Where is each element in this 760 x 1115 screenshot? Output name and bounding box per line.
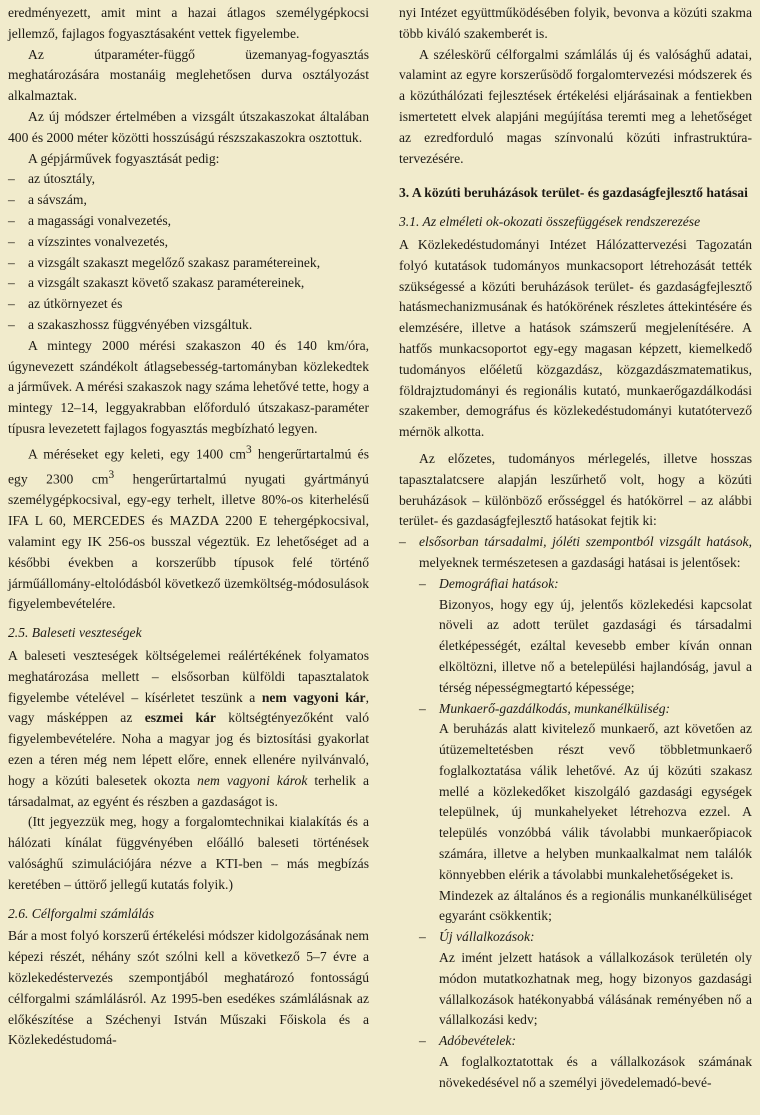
- list-item: – a vizsgált szakaszt megelőző szakasz paramétereinek,: [8, 253, 369, 274]
- list-item: – a szakaszhossz függvényében vizsgáltuk.: [8, 315, 369, 336]
- text-run: , vagy másképpen az: [8, 689, 369, 726]
- chapter-heading: 3. A közúti beruházások terület- és gazdaságfejlesztő hatásai: [399, 185, 748, 201]
- paragraph: Az előzetes, tudományos mérlegelés, illetve hosszas tapasztalatcsere alapján leszűrhető volt, hogy a közúti beruházások – különböző erősséggel és hatókörrel – az alábbi terület- és gazdaságfejlesztő hatásokat fejtik ki:: [399, 450, 752, 529]
- paragraph: [8, 440, 369, 615]
- superscript: 3: [246, 443, 252, 456]
- list-item: [399, 532, 752, 574]
- paragraph: A mintegy 2000 mérési szakaszon 40 és 140 km/óra, úgynevezett szándékolt átlagsebesség-tartományban közlekedtek a járművek. A mérési szakaszok nagy száma lehetővé tette, hogy a mintegy 12–14, leggyakrabban előforduló útszakasz-paraméter típusra levezetett fajlagos fogyasztás megbízható legyen.: [8, 337, 369, 436]
- bold-run: nem vagyoni kár: [261, 689, 366, 705]
- text-run: költségtényezőként való figyelembevételére. Noha a magyar jog és biztosítási gyakorlat ezen a téren még nem lépett előre, ennek ellenére nyilvánvaló, hogy a közúti balesetek okozta: [8, 710, 369, 788]
- paragraph: A gépjárművek fogyasztását pedig:: [28, 150, 220, 166]
- effects-list: [419, 574, 752, 1094]
- italic-run: nem vagyoni károk: [197, 772, 308, 788]
- text-run: A méréseket egy keleti, egy 1400 cm: [28, 446, 246, 462]
- effect-body: Mindezek az általános és a regionális munkanélküliséget egyaránt csökkentik;: [439, 887, 752, 924]
- list-item: – az útosztály,: [8, 169, 369, 190]
- paragraph: eredményezett, amit mint a hazai átlagos személygépkocsi jellemző, fajlagos fogyasztásaként vettek figyelembe.: [8, 5, 369, 41]
- text-run: terhelik a társadalmat, az egyént és részben a gazdaságot is.: [8, 772, 369, 809]
- list-item: – az útkörnyezet és: [8, 294, 369, 315]
- paragraph: A Közlekedéstudományi Intézet Hálózattervezési Tagozatán folyó kutatások tudományos munkacsoport létrehozását tették szükségessé a közúti beruházások terület- és gazdaságfejlesztő hatásmechanizmusának és hatókörének részletes áttekintésére és elemzésére, illetve a hatások számszerű megjelenítésére. A hatfős munkacsoportot egy-egy magasan képzett, kiemelkedő tudományos előéletű közgazdász, közgazdászmatematikus, földrajztudományi és regionális kutató, munkaerőgazdálkodási szakember, demográfus és közlekedéstudományi kutatótervező mérnök alkotta.: [399, 236, 752, 440]
- list-item: – a magassági vonalvezetés,: [8, 211, 369, 232]
- list-item: – a vízszintes vonalvezetés,: [8, 232, 369, 253]
- list-item: – a sávszám,: [8, 190, 369, 211]
- effect-body: A beruházás alatt kivitelező munkaerő, azt követően az útüzemeltetésben részt vevő többletmunkaerő foglalkoztatása válik lehetővé. Az új közúti szakasz mellé a közlekedőket kiszolgáló gazdasági egységek települnek, új munkahelyeket létrehozva ezzel. A település vonzóbbá válik távolabbi munkaerőpiacok számára, illetve a helyben munkaalkalmat nem találók könnyebben elérik a távolabbi munkalehetőségeket is.: [439, 721, 752, 882]
- right-column: [399, 3, 752, 1094]
- effect-body: Bizonyos, hogy egy új, jelentős közlekedési kapcsolat növeli az adott terület gazdasági és társadalmi életképességét, ezáltal kevesebb ember kíván onnan elköltözni, illetve nő a betelepülési hajlandóság, javul a térség népességmegtartó képessége;: [439, 596, 752, 695]
- paragraph: (Itt jegyezzük meg, hogy a forgalomtechnikai kialakítás és a hálózati kínálat függvényében előálló baleseti történések valósághű szimulációjára nézve a KTI-ben – más megbízás keretében – úttörő jellegű kutatás folyik.): [8, 814, 369, 892]
- paragraph: [8, 646, 369, 812]
- paragraph: nyi Intézet együttműködésében folyik, bevonva a közúti szakma több kiváló szakemberét is.: [399, 5, 752, 41]
- effect-title: – Adóbevételek:: [419, 1031, 752, 1052]
- superscript: 3: [108, 469, 115, 482]
- effect-body: A foglalkoztatottak és a vállalkozások számának növekedésével nő a személyi jövedelemadó-bevé-: [439, 1054, 752, 1090]
- section-heading: 2.5. Baleseti veszteségek: [8, 625, 142, 641]
- effect-title: – Demográfiai hatások:: [419, 574, 752, 595]
- paragraph: Az új módszer értelmében a vizsgált útszakaszokat általában 400 és 2000 méter közötti hosszúságú részszakaszokra osztottuk.: [8, 108, 369, 145]
- paragraph: Az útparaméter-függő üzemanyag-fogyasztás meghatározására mostanáig meglehetősen durva osztályozást alkalmaztak.: [8, 46, 369, 104]
- parameter-list: [8, 169, 369, 335]
- italic-run: elsősorban társadalmi, jóléti szempontból vizsgált hatások: [419, 534, 749, 550]
- bold-run: eszmei kár: [144, 710, 216, 726]
- left-column: [8, 3, 369, 1051]
- text-run: A baleseti veszteségek költségelemei reálértékének folyamatos meghatározása mellett – elsősorban külföldi tapasztalatok figyelembe vételével – kísérletet teszünk a: [8, 647, 369, 705]
- list-item: – a vizsgált szakaszt követő szakasz paramétereinek,: [8, 273, 369, 294]
- section-heading: 2.6. Célforgalmi számlálás: [8, 905, 155, 921]
- effect-title: – Munkaerő-gazdálkodás, munkanélküliség:: [419, 699, 752, 720]
- section-heading: 3.1. Az elméleti ok-okozati összefüggések rendszerezése: [399, 214, 701, 230]
- text-run: hengerűrtartalmú és egy 2300 cm: [8, 446, 369, 487]
- paragraph: A széleskörű célforgalmi számlálás új és valósághű adatai, valamint az egyre korszerűsödő forgalomtervezési módszerek és a közúthálózati fejlesztések értékelési eljárásainak a fentiekben ismertetett elvek alapjáni megújítása teremti meg a lehetőséget az ezredforduló magas színvonalú közúti infrastruktúra-tervezésére.: [399, 46, 752, 166]
- text-run: , melyeknek természetesen a gazdasági hatásai is jelentősek:: [419, 534, 752, 570]
- text-run: hengerűrtartalmú nyugati gyártmányú személygépkocsival, egy-egy terhelt, illetve 80%-os kiterhelésű IFA L 60, MERCEDES és MAZDA 2200 E tehergépkocsival, valamint egy IK 256-os busszal végeztük. Ez lehetőséget ad a későbbi években a korszerűbb típusok felé történő járműállomány-eltolódásból következő üzemköltség-módosulások figyelembevételére.: [8, 471, 369, 612]
- effect-body: Az imént jelzett hatások a vállalkozások területén oly módon mutatkozhatnak meg, hogy bizonyos gazdasági vállalkozások hatékonyabbá válásának reményében nő a vállalkozási kedv;: [439, 950, 752, 1028]
- paragraph: Bár a most folyó korszerű értékelési módszer kidolgozásának nem képezi részét, néhány szót szólni kell a következő 5–7 évre a közlekedéstervezés szempontjából meghatározó fontosságú célforgalmi számlálásról. Az 1995-ben esedékes számlálásnak az előkészítése a Széchenyi István Műszaki Főiskola és a Közlekedéstudomá-: [8, 928, 369, 1048]
- effect-title: – Új vállalkozások:: [419, 927, 752, 948]
